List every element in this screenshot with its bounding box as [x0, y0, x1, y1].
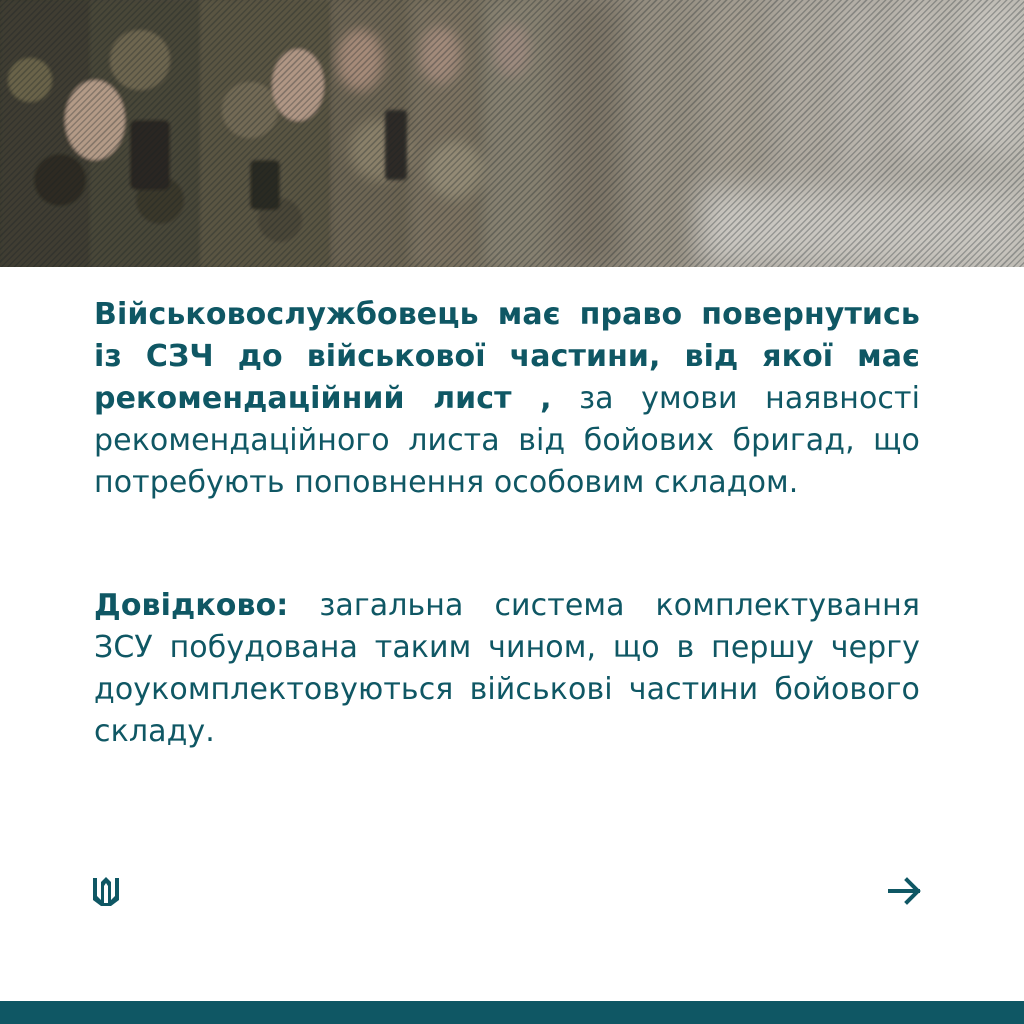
main-paragraph-bold: Військовослужбовець має право повернутись із СЗЧ до військової частини, від якої має рекомендаційний лист , [94, 297, 920, 416]
reference-paragraph-regular: загальна система комплектування ЗСУ побудована таким чином, що в першу чергу доукомплектовуються військові частини бойового складу. [94, 588, 920, 749]
reference-paragraph [94, 585, 920, 753]
soldiers-in-line-photo [0, 0, 1024, 267]
main-paragraph-regular: за умови наявності рекомендаційного листа від бойових бригад, що потребують поповнення особовим складом. [94, 381, 920, 500]
bottom-bar [0, 1001, 1024, 1024]
reference-paragraph-bold: Довідково: [94, 588, 289, 623]
arrow-right-icon[interactable] [888, 876, 922, 906]
trident-icon [92, 876, 120, 908]
hero-photo [0, 0, 1024, 267]
main-paragraph [94, 294, 920, 504]
